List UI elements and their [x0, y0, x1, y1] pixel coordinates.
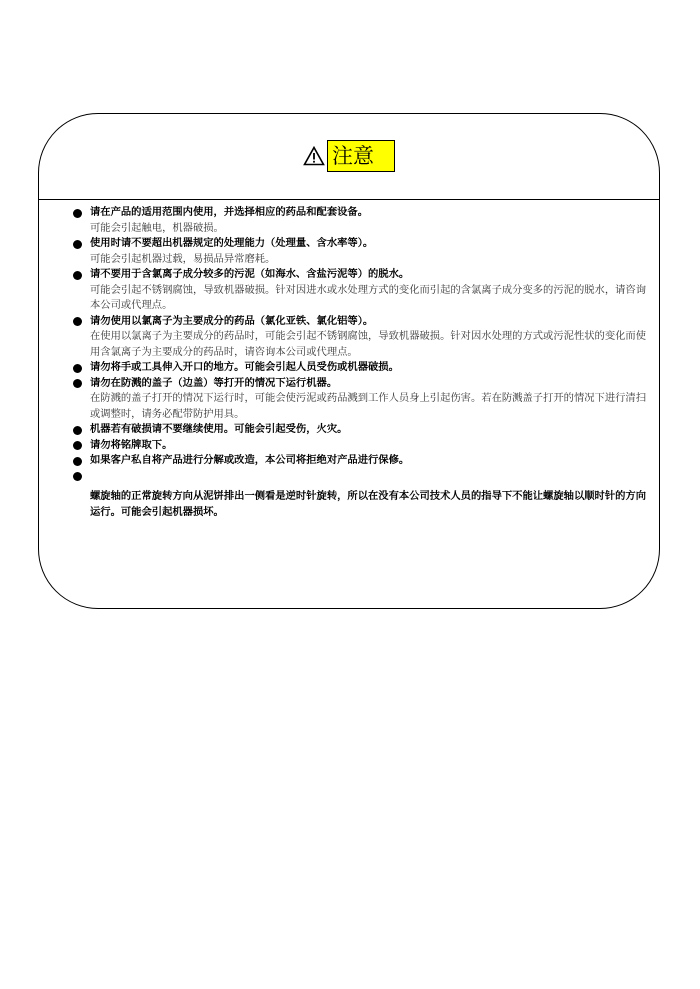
- bullet-icon: [73, 457, 82, 466]
- notice-item: [73, 205, 651, 236]
- notice-item: [73, 376, 651, 423]
- notice-item-title: 请不要用于含氯离子成分较多的污泥（如海水、含盐污泥等）的脱水。: [90, 268, 410, 280]
- notice-item-title: [90, 469, 651, 485]
- notice-item: [73, 267, 651, 314]
- notice-item-desc: 螺旋轴的正常旋转方向从泥饼排出一侧看是逆时针旋转，所以在没有本公司技术人员的指导下不能让螺旋轴以顺时针的方向运行。可能会引起机器损坏。: [90, 490, 647, 518]
- notice-item: [73, 360, 651, 376]
- notice-box: [38, 113, 660, 609]
- notice-list: [73, 205, 651, 520]
- notice-item: [73, 236, 651, 267]
- bullet-icon: [73, 441, 82, 450]
- warning-triangle-icon: [303, 146, 325, 166]
- notice-item-desc: 可能会引起不锈钢腐蚀，导致机器破损。针对因进水或水处理方式的变化而引起的含氯离子成分变多的污泥的脱水，请咨询本公司或代理点。: [90, 283, 647, 311]
- notice-item-desc: 可能会引起触电，机器破损。: [90, 221, 224, 234]
- bullet-icon: [73, 271, 82, 280]
- bullet-icon: [73, 209, 82, 218]
- notice-item: [73, 438, 651, 454]
- header-divider: [39, 199, 659, 200]
- notice-item-desc: 在防溅的盖子打开的情况下运行时，可能会使污泥或药品溅到工作人员身上引起伤害。若在防溅盖子打开的情况下进行清扫或调整时，请务必配带防护用具。: [90, 392, 647, 420]
- notice-item-title: 机器若有破损请不要继续使用。可能会引起受伤，火灾。: [90, 423, 348, 435]
- notice-item-title: 请在产品的适用范围内使用，并选择相应的药品和配套设备。: [90, 206, 369, 218]
- notice-item-title: 使用时请不要超出机器规定的处理能力（处理量、含水率等）。: [90, 237, 374, 249]
- notice-item-desc: 可能会引起机器过载，易损品异常磨耗。: [90, 252, 276, 265]
- notice-header: [39, 140, 659, 172]
- notice-item-title: 请勿将铭牌取下。: [90, 438, 173, 451]
- notice-title: 注意: [327, 140, 395, 172]
- bullet-icon: [73, 379, 82, 388]
- notice-item-title: 如果客户私自将产品进行分解或改造，本公司将拒绝对产品进行保修。: [90, 454, 410, 466]
- bullet-icon: [73, 426, 82, 435]
- notice-item-title: 请勿在防溅的盖子（边盖）等打开的情况下运行机器。: [90, 376, 338, 389]
- bullet-icon: [73, 364, 82, 373]
- notice-item: [73, 314, 651, 361]
- notice-item: [73, 469, 651, 521]
- notice-item: [73, 422, 651, 438]
- bullet-icon: [73, 317, 82, 326]
- notice-item-title: 请勿使用以氯离子为主要成分的药品（氯化亚铁、氯化铝等）。: [90, 314, 374, 327]
- notice-item-title: 请勿将手或工具伸入开口的地方。可能会引起人员受伤或机器破损。: [90, 361, 399, 373]
- notice-item: [73, 453, 651, 469]
- notice-item-desc: 在使用以氯离子为主要成分的药品时，可能会引起不锈钢腐蚀，导致机器破损。针对因水处理的方式或污泥性状的变化而使用含氯离子为主要成分的药品时，请咨询本公司或代理点。: [90, 330, 647, 358]
- bullet-icon: [73, 240, 82, 249]
- bullet-icon: [73, 472, 82, 481]
